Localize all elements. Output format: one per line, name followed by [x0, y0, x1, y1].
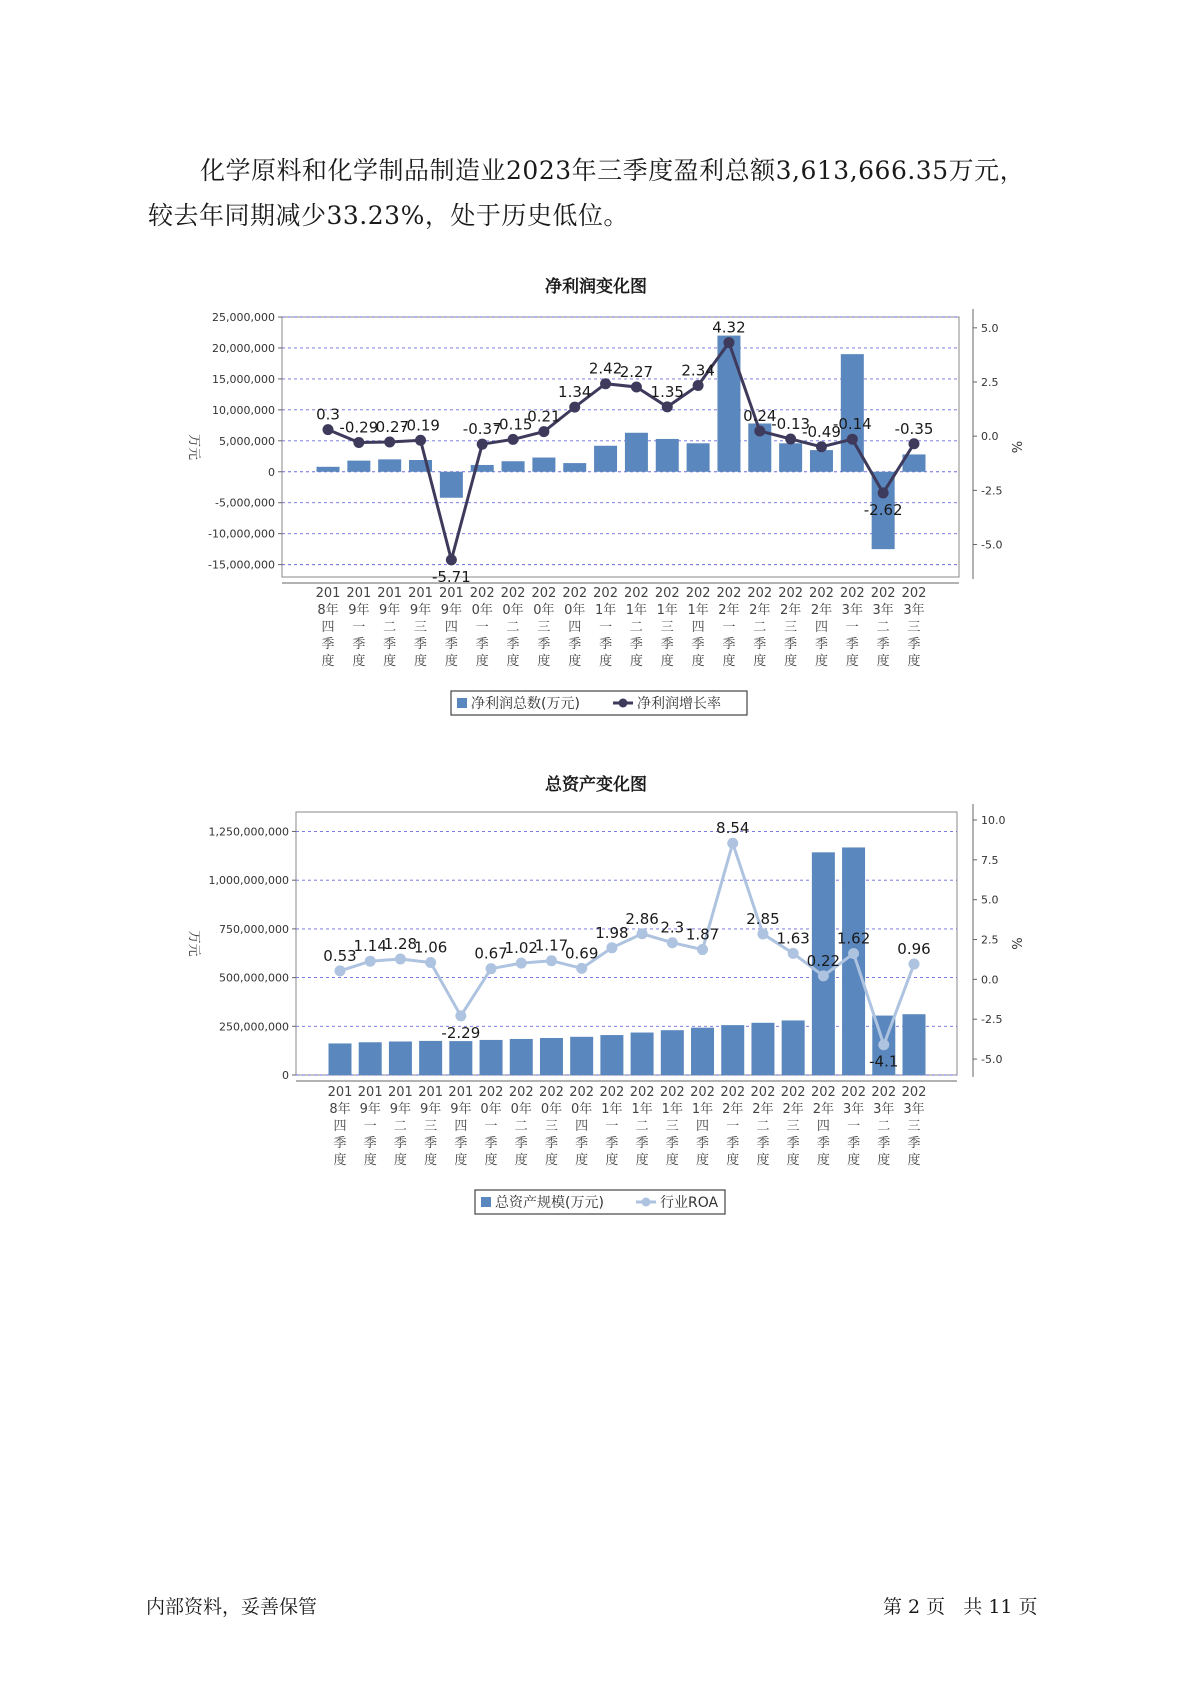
- chart1-right-tick-label: -2.5: [981, 484, 1003, 498]
- chart2-category-label: 202 0年三季度: [539, 1085, 564, 1168]
- chart1-line-point: [847, 434, 858, 445]
- chart2-right-tick-label: -5.0: [981, 1053, 1003, 1067]
- chart2-bar: [721, 1025, 744, 1075]
- chart2-data-label: -2.29: [441, 1023, 481, 1042]
- chart1-category-label: 202 0年一季度: [469, 586, 495, 669]
- chart1-category-label: 201 9年二季度: [377, 586, 403, 669]
- chart1-left-tick-label: 0: [268, 465, 275, 479]
- chart2-line-point: [637, 928, 648, 939]
- chart2-line-point: [909, 959, 920, 970]
- chart1-data-label: -0.19: [401, 416, 440, 435]
- chart1-data-label: -0.49: [802, 422, 841, 441]
- chart2-category-label: 202 0年一季度: [478, 1085, 504, 1168]
- chart2-data-label: 1.62: [836, 929, 871, 948]
- chart2-bar: [691, 1028, 714, 1075]
- chart1-bar: [656, 439, 679, 472]
- chart1-category-label: 202 2年二季度: [747, 586, 773, 669]
- chart1-bar: [594, 446, 617, 472]
- chart1-line-point: [662, 401, 673, 412]
- chart2-data-label: 0.69: [564, 944, 599, 963]
- chart1-category-label: 202 1年一季度: [593, 586, 618, 669]
- chart2-bar: [570, 1037, 593, 1075]
- chart1-line-point: [878, 487, 889, 498]
- chart1-data-label: 2.42: [588, 359, 623, 378]
- summary-text: 化学原料和化学制品制造业2023年三季度盈利总额3,613,666.35万元，较去年同期减少33.23%，处于历史低位。: [148, 156, 1026, 230]
- chart1-left-tick-label: -5,000,000: [215, 496, 275, 510]
- chart2-category-label: 201 9年四季度: [448, 1085, 474, 1168]
- chart2-line-point: [365, 956, 376, 967]
- chart2-line-point: [667, 937, 678, 948]
- chart1-data-label: -0.14: [832, 415, 872, 434]
- chart1-category-label: 202 2年四季度: [809, 586, 834, 669]
- chart1-bar: [687, 443, 710, 471]
- chart2-data-label: 0.96: [897, 940, 931, 959]
- chart2-left-axis-title: 万元: [186, 930, 201, 957]
- chart2-right-tick-label: 2.5: [981, 933, 999, 947]
- chart1-data-label: 0.21: [527, 407, 561, 426]
- chart2-line-point: [455, 1010, 466, 1021]
- chart1-data-label: 0.24: [743, 406, 777, 425]
- chart1-data-label: -0.27: [370, 418, 410, 437]
- chart2-category-label: 202 2年四季度: [810, 1085, 836, 1168]
- chart1-category-label: 201 9年三季度: [408, 586, 433, 669]
- chart1-category-label: 202 2年三季度: [778, 586, 804, 669]
- chart1-category-label: 202 1年三季度: [654, 586, 680, 669]
- chart2-right-tick-label: 7.5: [981, 853, 999, 867]
- chart2-data-label: 1.63: [776, 929, 810, 948]
- chart2-right-tick-label: 5.0: [981, 893, 999, 907]
- chart1-data-label: -0.13: [771, 414, 811, 433]
- chart1-data-label: -0.29: [339, 418, 379, 437]
- chart1-legend-line-label: 净利润增长率: [637, 696, 721, 712]
- chart1-legend-line-marker: [619, 699, 628, 708]
- chart2-bar: [329, 1043, 352, 1075]
- chart2-bar: [782, 1020, 805, 1075]
- chart2-data-label: 1.87: [685, 925, 720, 944]
- chart2-category-label: 202 1年二季度: [629, 1085, 655, 1168]
- chart1-line-point: [415, 435, 426, 446]
- chart1-line-point: [723, 337, 734, 348]
- chart1-left-tick-label: 5,000,000: [219, 434, 275, 448]
- chart1-line-point: [631, 381, 642, 392]
- chart2-right-tick-label: 0.0: [981, 973, 999, 987]
- chart1-line-point: [754, 425, 765, 436]
- chart2-category-label: 202 2年二季度: [750, 1085, 776, 1168]
- chart2-data-label: -4.1: [869, 1052, 899, 1071]
- chart1-data-label: 4.32: [712, 318, 746, 337]
- chart1-category-label: 201 9年四季度: [438, 586, 464, 669]
- chart2-data-label: 1.98: [595, 923, 629, 942]
- chart2-left-tick-label: 750,000,000: [219, 922, 289, 936]
- chart2-title: 总资产变化图: [545, 775, 647, 795]
- chart2-category-label: 202 3年一季度: [841, 1085, 866, 1168]
- chart2-left-tick-label: 250,000,000: [219, 1020, 289, 1034]
- chart1-data-label: 1.34: [558, 383, 592, 402]
- chart1-line-point: [785, 433, 796, 444]
- chart1-category-label: 202 1年二季度: [624, 586, 649, 669]
- chart2-left-tick-label: 1,250,000,000: [208, 825, 289, 839]
- chart1-right-axis-title: %: [1008, 440, 1023, 454]
- chart2-line-point: [788, 948, 799, 959]
- chart1-legend-bar-label: 净利润总数(万元): [471, 696, 580, 712]
- chart1-data-label: 0.3: [316, 405, 340, 424]
- chart1-data-label: -2.62: [863, 500, 903, 519]
- chart2-data-label: 1.17: [534, 936, 569, 955]
- chart2-category-label: 202 0年四季度: [569, 1085, 595, 1168]
- footer-left: 内部资料，妥善保管: [146, 1596, 318, 1618]
- chart2-category-label: 202 1年四季度: [690, 1085, 715, 1168]
- chart1-line-point: [508, 434, 519, 445]
- chart2-line-point: [727, 838, 738, 849]
- chart2-line-point: [818, 970, 829, 981]
- chart1-line-point: [816, 441, 827, 452]
- chart2-line-point: [697, 944, 708, 955]
- chart1-category-label: 202 3年二季度: [870, 586, 896, 669]
- footer-right: 第 2 页 共 11 页: [883, 1596, 1038, 1618]
- chart1-title: 净利润变化图: [545, 277, 647, 297]
- chart2-data-label: 1.06: [413, 938, 448, 957]
- chart2-line-point: [606, 942, 617, 953]
- chart2-data-label: 2.86: [625, 909, 659, 928]
- chart1-bar: [625, 433, 648, 472]
- chart1-category-label: 201 8年四季度: [315, 586, 341, 669]
- chart2-right-tick-label: -2.5: [981, 1013, 1003, 1027]
- chart2-legend-bar-swatch: [481, 1197, 491, 1207]
- chart1-right-tick-label: 0.0: [981, 430, 999, 444]
- chart1-left-tick-label: -10,000,000: [208, 527, 275, 541]
- chart2-data-label: 0.67: [474, 944, 508, 963]
- chart2-category-label: 202 0年二季度: [508, 1085, 534, 1168]
- chart2-bar: [449, 1041, 472, 1075]
- chart2-category-label: 202 1年一季度: [599, 1085, 625, 1168]
- chart2-bar: [600, 1035, 623, 1075]
- chart2-line-point: [757, 928, 768, 939]
- chart2-bar: [359, 1042, 382, 1075]
- chart1-left-tick-label: 20,000,000: [212, 341, 275, 355]
- chart2-legend-line-label: 行业ROA: [660, 1195, 719, 1211]
- chart1-legend-bar-swatch: [457, 698, 467, 708]
- chart2-legend-bar-label: 总资产规模(万元): [495, 1195, 604, 1211]
- chart1-line-point: [446, 554, 457, 565]
- chart2-bar: [480, 1040, 503, 1075]
- chart2-category-label: 201 9年二季度: [388, 1085, 413, 1168]
- chart1-right-tick-label: 2.5: [981, 376, 999, 389]
- chart1-bar: [563, 463, 586, 472]
- chart2-data-label: 2.3: [660, 918, 685, 937]
- chart2-bar: [903, 1014, 926, 1075]
- chart2-data-label: 0.22: [806, 951, 841, 970]
- chart1-bar: [317, 467, 340, 472]
- chart1-category-label: 202 3年一季度: [839, 586, 865, 669]
- chart2-line-point: [395, 953, 406, 964]
- chart2-bar: [751, 1023, 774, 1075]
- chart1-bar: [347, 461, 370, 472]
- chart1-data-label: -5.71: [431, 567, 471, 586]
- chart2-left-tick-label: 500,000,000: [219, 971, 289, 985]
- chart2-data-label: 1.14: [353, 937, 387, 956]
- chart2-left-tick-label: 0: [282, 1069, 289, 1082]
- chart2-category-label: 202 2年一季度: [720, 1085, 746, 1168]
- chart1-data-label: -0.35: [894, 419, 934, 438]
- chart2-legend-line-marker: [642, 1198, 651, 1207]
- chart1-right-tick-label: 5.0: [981, 321, 999, 335]
- chart2-category-label: 202 1年三季度: [659, 1085, 685, 1168]
- chart2-data-label: 1.28: [383, 934, 418, 953]
- chart1-data-label: -0.15: [493, 415, 533, 434]
- chart2-right-axis-title: %: [1008, 937, 1023, 950]
- chart1-bar: [532, 458, 555, 472]
- chart2-data-label: 2.85: [746, 909, 780, 928]
- chart2-bar: [661, 1030, 684, 1075]
- chart2-line-point: [516, 958, 527, 969]
- chart2-left-tick-label: 1,000,000,000: [208, 874, 289, 888]
- chart1-line-point: [323, 424, 334, 435]
- chart2-line-point: [878, 1039, 889, 1050]
- chart2-category-label: 201 8年四季度: [327, 1085, 353, 1168]
- chart2-line-point: [546, 955, 557, 966]
- chart1-left-tick-label: 10,000,000: [212, 403, 275, 417]
- chart2-data-label: 1.02: [504, 939, 538, 958]
- chart2-line-point: [335, 965, 346, 976]
- chart2-data-label: 8.54: [716, 819, 750, 838]
- chart1-category-label: 202 0年四季度: [562, 586, 588, 669]
- chart2-category-label: 202 2年三季度: [780, 1085, 806, 1168]
- chart1-bar: [378, 459, 401, 471]
- chart1-data-label: 2.34: [681, 361, 715, 380]
- chart1-right-tick-label: -5.0: [981, 538, 1003, 552]
- chart1-line-point: [477, 439, 488, 450]
- chart1-left-axis-title: 万元: [186, 433, 201, 461]
- chart2-right-tick-label: 10.0: [981, 813, 1006, 827]
- chart1-data-label: 1.35: [650, 382, 684, 401]
- chart1-bar: [502, 461, 525, 472]
- chart2-line-point: [576, 963, 587, 974]
- chart1-line-point: [693, 380, 704, 391]
- chart1-line-point: [569, 402, 580, 413]
- chart1-category-label: 202 1年四季度: [685, 586, 711, 669]
- chart1-data-label: -0.37: [462, 420, 502, 439]
- chart1-left-tick-label: -15,000,000: [208, 558, 275, 572]
- chart2-bar: [510, 1039, 533, 1075]
- chart1-line-point: [384, 437, 395, 448]
- chart2-bar: [419, 1041, 442, 1075]
- chart1-left-tick-label: 25,000,000: [212, 311, 275, 324]
- chart1-line-point: [538, 426, 549, 437]
- chart1-category-label: 202 3年三季度: [901, 586, 927, 669]
- chart2-bar: [389, 1041, 412, 1075]
- chart2-category-label: 202 3年三季度: [901, 1085, 927, 1168]
- chart2-line-point: [486, 963, 497, 974]
- chart1-category-label: 201 9年一季度: [346, 586, 372, 669]
- chart2-category-label: 201 9年一季度: [357, 1085, 383, 1168]
- chart2-line-point: [425, 957, 436, 968]
- chart2-category-label: 202 3年二季度: [871, 1085, 897, 1168]
- chart1-line-point: [600, 378, 611, 389]
- chart1-bar: [779, 443, 802, 471]
- chart2-line-point: [848, 948, 859, 959]
- chart2-bar: [631, 1033, 654, 1075]
- chart1-category-label: 202 0年三季度: [531, 586, 557, 669]
- chart1-line-point: [353, 437, 364, 448]
- chart1-line-point: [909, 438, 920, 449]
- chart1-bar: [810, 450, 833, 472]
- chart2-category-label: 201 9年三季度: [418, 1085, 444, 1168]
- chart1-bar: [440, 472, 463, 498]
- chart1-left-tick-label: 15,000,000: [212, 372, 275, 386]
- chart1-category-label: 202 0年二季度: [500, 586, 526, 669]
- chart2-data-label: 0.53: [323, 946, 357, 965]
- chart2-bar: [540, 1038, 563, 1075]
- chart1-data-label: 2.27: [619, 362, 654, 381]
- chart1-category-label: 202 2年一季度: [716, 586, 742, 669]
